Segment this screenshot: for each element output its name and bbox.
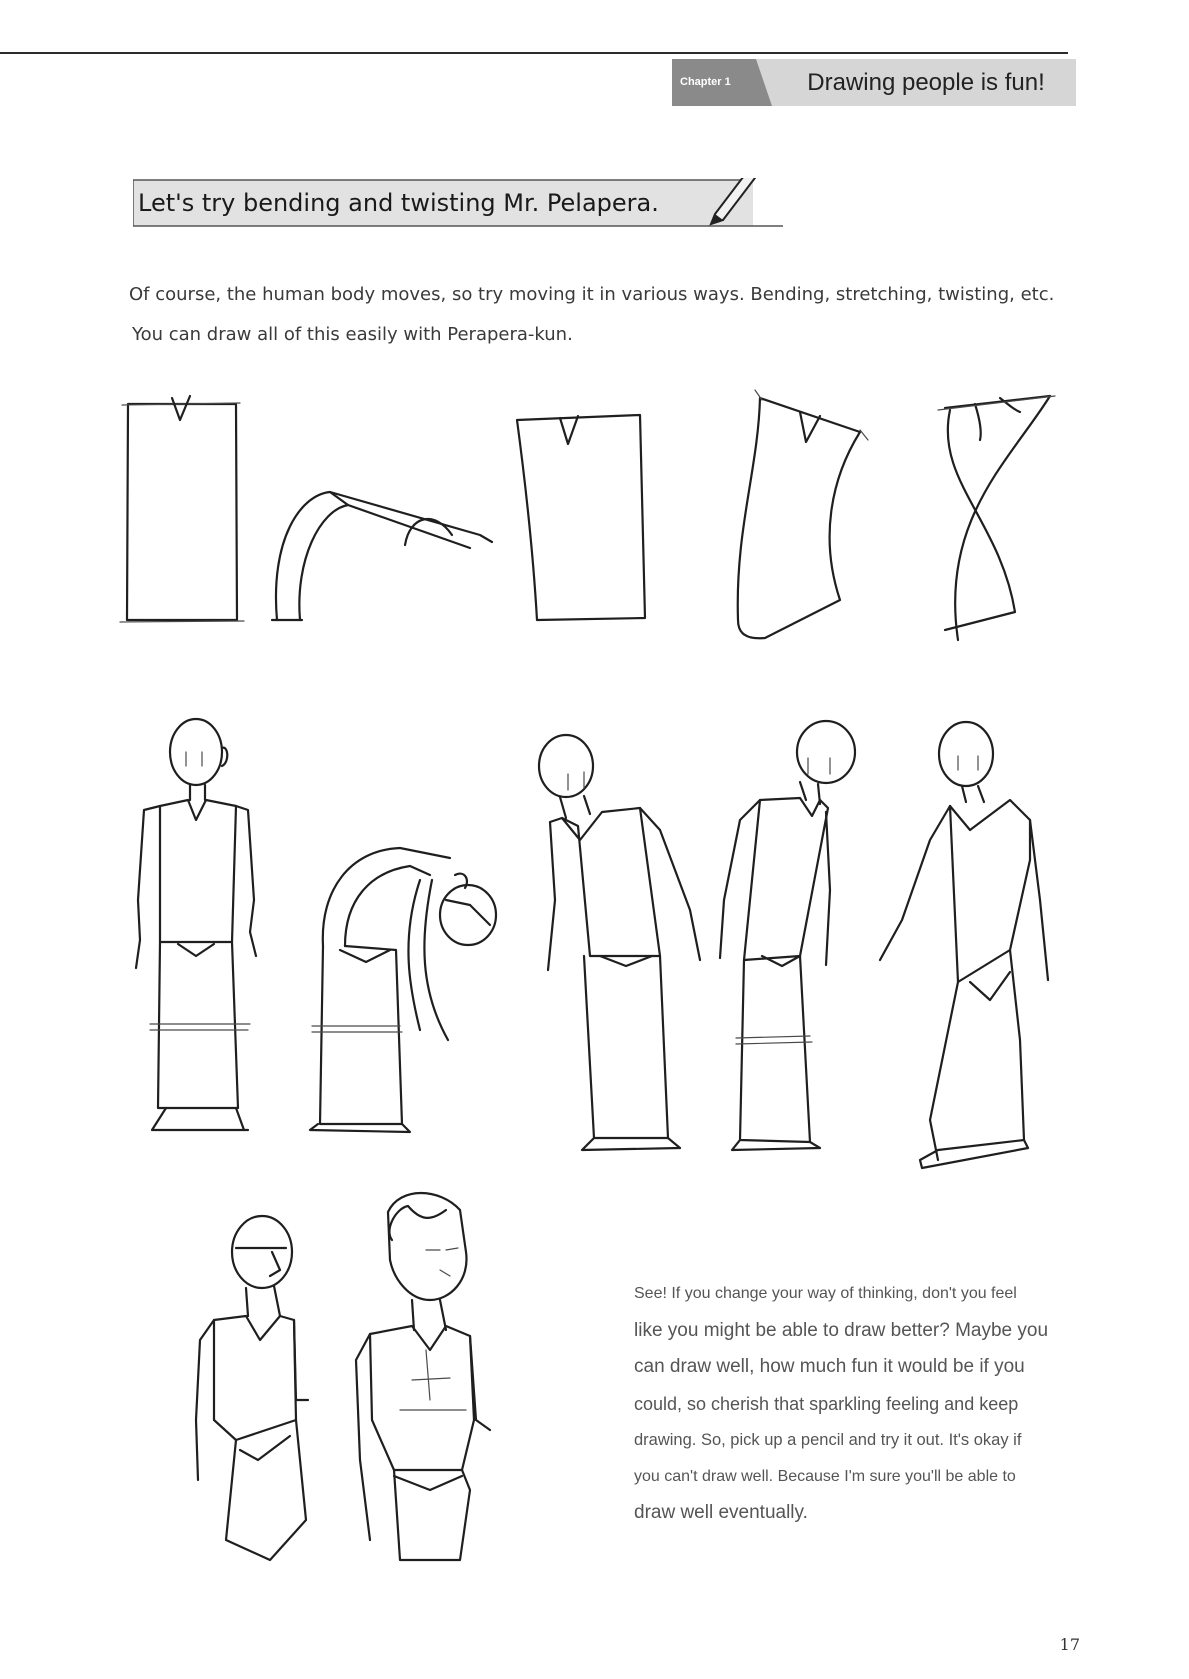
chapter-title: Drawing people is fun!: [807, 69, 1045, 96]
page-number: 17: [1059, 1635, 1080, 1654]
intro-line-1: Of course, the human body moves, so try moving it in various ways. Bending, stretching, twisting, etc.: [129, 284, 1055, 305]
twisting-walking-figure-sketch: [880, 722, 1048, 1168]
twisted-box-sketch: [938, 396, 1055, 640]
section-title: Let's try bending and twisting Mr. Pelapera.: [138, 189, 659, 217]
encouragement-line: draw well eventually.: [634, 1502, 808, 1523]
intro-line-2: You can draw all of this easily with Perapera-kun.: [132, 324, 573, 345]
stretched-box-sketch: [517, 415, 645, 620]
encouragement-line: you can't draw well. Because I'm sure you'll be able to: [634, 1467, 1016, 1485]
chapter-label: Chapter 1: [680, 76, 731, 88]
leaning-figure-sketch: [539, 735, 700, 1150]
hand-on-hip-man-sketch: [356, 1193, 490, 1560]
side-leaning-figure-sketch: [720, 721, 855, 1150]
straight-box-sketch: [120, 396, 244, 622]
standing-figure-sketch: [136, 719, 256, 1130]
encouragement-line: like you might be able to draw better? Maybe you: [634, 1319, 1049, 1341]
encouragement-line: can draw well, how much fun it would be if you: [634, 1356, 1025, 1377]
encouragement-text: [634, 1276, 1074, 1532]
bending-figure-sketch: [310, 848, 496, 1132]
encouragement-line: could, so cherish that sparkling feeling and keep: [634, 1393, 1019, 1414]
hand-on-hip-mannequin-sketch: [196, 1216, 308, 1560]
encouragement-line: See! If you change your way of thinking, don't you feel: [634, 1285, 1017, 1302]
encouragement-line: drawing. So, pick up a pencil and try it out. It's okay if: [634, 1431, 1022, 1449]
curved-box-sketch: [738, 390, 868, 638]
bent-arch-box-sketch: [272, 492, 492, 620]
